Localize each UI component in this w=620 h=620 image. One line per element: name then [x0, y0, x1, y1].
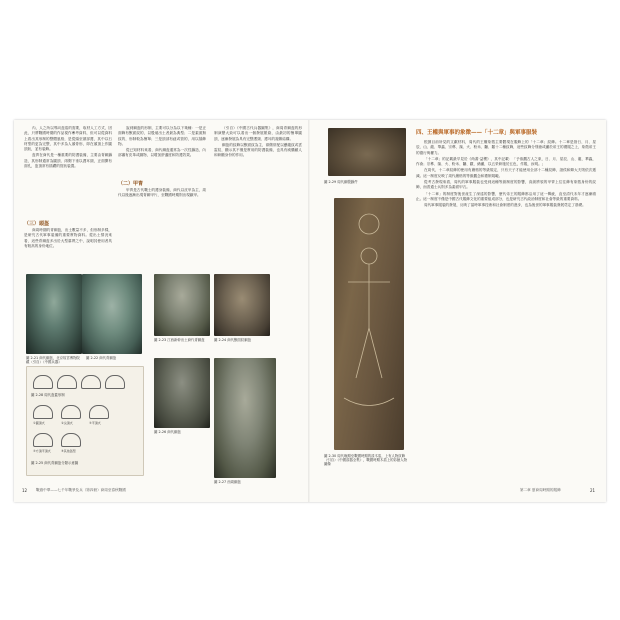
running-footer-right: 第二章 夏商周時期的服飾 — [520, 488, 561, 492]
helmet-photo-2 — [82, 274, 142, 354]
caption-2-28: 圖 2-28 周代盔蓋形制 — [31, 393, 65, 397]
sketch-helmet-8 — [33, 433, 53, 447]
left-text-column-1b — [24, 228, 112, 268]
paragraph: 「十二章」的記載最早見於《尚書·益稷》，其中記載：「予欲觀古人之象，日、月、星辰、山、龍、華蟲，作會；宗彝、藻、火、粉米、黼、黻，絺繡，以五采彰施於五色，作服，汝明。」 — [416, 156, 596, 167]
sketch-label: ①圓頂式 — [33, 421, 45, 425]
right-text-column — [416, 140, 596, 480]
shield-figure-drawing — [334, 198, 404, 450]
paragraph: （引自）《中國古代兵器圖集》，商周青銅盔的形制演變大致可以看出一個發展脈絡，由最初的簡單圓頂，逐漸發展為具有完整護頸、護耳的複雜結構。 — [214, 126, 302, 141]
caption-2-26: 圖 2-26 商代銅盔 — [154, 430, 181, 434]
sketch-helmet-3 — [81, 375, 101, 389]
page-number-left: 12 — [22, 488, 28, 493]
helmet-photo-1 — [26, 274, 82, 354]
book-spread — [14, 120, 606, 502]
sketch-helmet-6 — [61, 405, 81, 419]
sketch-label: ②尖頂式 — [61, 421, 73, 425]
subheading-helmet: （三）頭盔 — [24, 221, 50, 227]
sketch-helmet-9 — [61, 433, 81, 447]
caption-2-24: 圖 2-24 商代獸面紋銅盔 — [214, 338, 251, 342]
sketch-helmet-2 — [57, 375, 77, 389]
bronze-artifact-photo — [328, 128, 406, 176]
sketch-label: ③平頂式 — [89, 421, 101, 425]
helmet-photo-6 — [214, 358, 276, 478]
paragraph: 內，人之所以導向盔盾的需要，取材人工方式，因此，只將戰國時期的作品視作參考資料，但可以從資料上看出其形制的整體風格，是從頭至頸部護，其中以石材型的更為完整，其中多為人頭骨形，即在頭頂上作圓頂狀，並有裝飾。 — [24, 126, 112, 152]
caption-2-29: 圖 2-29 周代銅製鑄件 — [324, 180, 358, 184]
paragraph: 甲胄是古代戰士的護身裝備，商代以皮甲為主，周代以後逐漸出現青銅甲片，至戰國時期則出現鐵甲。 — [118, 188, 206, 198]
left-text-column-1 — [24, 126, 112, 216]
paragraph: 「十二章」的制度對後世產生了深遠的影響，歷代帝王的服飾都沿用了這一傳統，直至清代末年才逐漸廢止。這一制度不僅是中國古代服飾文化的重要組成部分，也是研究古代政治制度和社會等級的重要資料。 — [416, 191, 596, 201]
paragraph: 根據目前所見的文獻材料，周代的王權象徵主要體現在服飾上的「十二章」紋飾。十二章是指日、月、星辰、山、龍、華蟲、宗彝、藻、火、粉米、黼、黻十二種紋飾，這些紋飾分別繪或繡於帝王的禮服之上，象徵帝王的德行與權力。 — [416, 140, 596, 155]
caption-2-30: 圖 2-30 周代晚期至戰國時期的漆木盾，上有人物紋飾（引自）《中國漆器全集》，戰國時期木盾上的彩繪人物圖像 — [324, 454, 408, 467]
caption-2-27: 圖 2-27 西周銅盔 — [214, 480, 241, 484]
left-text-column-2b — [118, 188, 206, 268]
page-number-right: 21 — [590, 488, 596, 493]
sketch-helmet-4 — [105, 375, 125, 389]
paragraph: 從考古發現來看，周代的軍事服裝也受到這種等級制度的影響，高級將領的甲胄上往往飾有象徵身份的紋飾，而普通士兵則多為素面甲衣。 — [416, 180, 596, 190]
painted-shield-photo — [334, 198, 404, 450]
subheading-armor: （二）甲胄 — [118, 181, 144, 187]
paragraph: 銅盔的紋飾以獸面紋為主，兩側常配以夔龍紋或雲雷紋，顯示其不僅是實用的防護裝備，也具有威懾敵人和彰顯身份的作用。 — [214, 142, 302, 158]
right-page — [310, 120, 606, 502]
paragraph: 在周代，十二章紋飾的使用有嚴格的等級規定，只有天子才能使用全部十二種紋飾，諸侯和卿大夫則依次遞減。這一制度反映了周代嚴格的等級觀念和禮制規範。 — [416, 168, 596, 178]
caption-2-23: 圖 2-23 江西新幹出土商代青銅盔 — [154, 338, 205, 342]
sketch-helmet-7 — [89, 405, 109, 419]
paragraph: 盔胄在商代是一種重要的防護裝備，主要由青銅鑄造，其形制通常為圓頂、兩側下垂以護耳頸，正面開有面孔，盔頂常有插纓的管狀裝置。 — [24, 153, 112, 169]
caption-2-22: 圖 2-22 商代青銅盔 — [86, 356, 117, 360]
sketch-helmet-1 — [33, 375, 53, 389]
caption-2-25: 圖 2-25 商代青銅盔分類示意圖 — [31, 461, 79, 465]
section-title: 四、王權與軍事的象徵——「十二章」與軍事服裝 — [416, 130, 538, 136]
helmet-photo-3 — [154, 274, 210, 336]
left-text-column-3 — [214, 126, 302, 268]
paragraph: 周代軍事服裝的發展，反映了當時軍事技術和社會制度的進步，也為後世的軍事服裝發展奠定了基礎。 — [424, 203, 586, 208]
left-text-column-2 — [118, 126, 206, 178]
sketch-label: ④方頂平頂式 — [33, 449, 51, 453]
helmet-sketch-diagram — [26, 366, 144, 476]
paragraph: 說到銅盔的形制，主要可以分為以下幾種：一是正面飾有獸面紋的，以殷墟出土者最為典型；二是素面無紋的，形制較為簡單；三是頂部有鈕或管的，用以插飾物。 — [118, 126, 206, 146]
sketch-label: ⑤其他盔型 — [61, 449, 76, 453]
sketch-helmet-5 — [33, 405, 53, 419]
helmet-photo-4 — [214, 274, 270, 336]
running-footer-left: 戰旗中華——七千年戰爭及兵（第四冊）商周至春秋戰國 — [36, 488, 126, 492]
helmet-photo-5 — [154, 358, 210, 428]
paragraph: 從已知材料來看，商代銅盔通常為一次性鑄造，內部襯有皮革或織物，以增加舒適度和防護效果。 — [118, 148, 206, 158]
paragraph: 商周時期的青銅盔，出土數量不多，但形制多樣，是研究古代軍事裝備的重要實物資料。從出土情況來看，這些青銅盔多出於大型墓葬之中，說明其使用者具有較高的身份地位。 — [24, 228, 112, 248]
caption-2-21: 圖 2-21 商代銅盔，北京故宮博物院藏（引自）《中國兵器》 — [26, 356, 80, 365]
left-page — [14, 120, 310, 502]
